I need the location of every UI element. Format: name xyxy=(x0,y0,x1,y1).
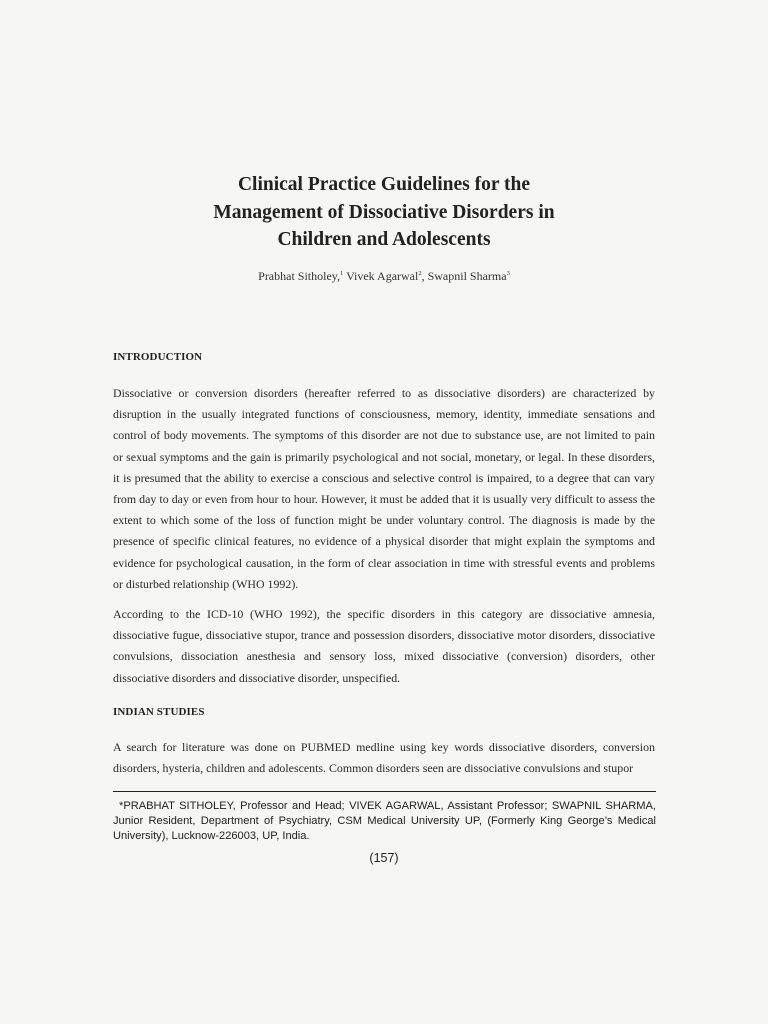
author-3: Swapnil Sharma xyxy=(427,269,507,283)
author-separator: , xyxy=(421,269,428,283)
indian-studies-paragraph-1: A search for literature was done on PUBMED medline using key words dissociative disorders, conversion disorders, hysteria, children and adolescents. Common disorders seen are dissociative convulsions and stupor xyxy=(113,740,655,776)
section-heading-indian-studies: INDIAN STUDIES xyxy=(113,706,205,718)
section-heading-introduction: INTRODUCTION xyxy=(113,351,203,363)
author-1-affiliation: 1 xyxy=(340,270,344,277)
title-line-1: Clinical Practice Guidelines for the xyxy=(237,174,531,195)
author-2-affiliation: 2 xyxy=(418,270,422,277)
author-footnote-text: *PRABHAT SITHOLEY, Professor and Head; VIVEK AGARWAL, Assistant Professor; SWAPNIL SHARMA, Junior Resident, Department of Psychiatry, CSM Medical University UP, (Formerly King George’s Medical University), Lucknow-226003, UP, India. xyxy=(113,800,656,842)
footnote-divider xyxy=(113,791,656,792)
author-3-affiliation: 3 xyxy=(506,270,510,277)
introduction-paragraph-2: According to the ICD-10 (WHO 1992), the specific disorders in this category are dissociative amnesia, dissociative fugue, dissociative stupor, trance and possession disorders, dissociative motor disorders, dissociative convulsions, dissociation anesthesia and sensory loss, mixed dissociative (conversion) disorders, other dissociative disorders and dissociative disorder, unspecified. xyxy=(113,607,655,685)
title-line-3: Children and Adolescents xyxy=(277,229,491,250)
introduction-paragraph-1: Dissociative or conversion disorders (hereafter referred to as dissociative disorders) are characterized by disruption in the usually integrated functions of consciousness, memory, identity, immediate sensations and control of body movements. The symptoms of this disorder are not due to substance use, are not limited to pain or sexual symptoms and the gain is primarily psychological and not social, monetary, or legal. In these disorders, it is presumed that the ability to exercise a conscious and selective control is impaired, to a degree that can vary from day to day or even from hour to hour. However, it must be added that it is usually very difficult to assess the extent to which some of the loss of function might be under voluntary control. The diagnosis is made by the presence of specific clinical features, no evidence of a physical disorder that might explain the symptoms and evidence for psychological causation, in the form of clear association in time with stressful events and problems or disturbed relationship (WHO 1992). xyxy=(113,386,655,591)
author-2: Vivek Agarwal xyxy=(346,269,419,283)
author-list xyxy=(0,268,768,284)
author-1: Prabhat Sitholey, xyxy=(258,269,341,283)
paper-title xyxy=(0,171,768,254)
author-footnote xyxy=(113,799,656,844)
title-line-2: Management of Dissociative Disorders in xyxy=(213,201,555,223)
page-number: (157) xyxy=(369,851,399,865)
